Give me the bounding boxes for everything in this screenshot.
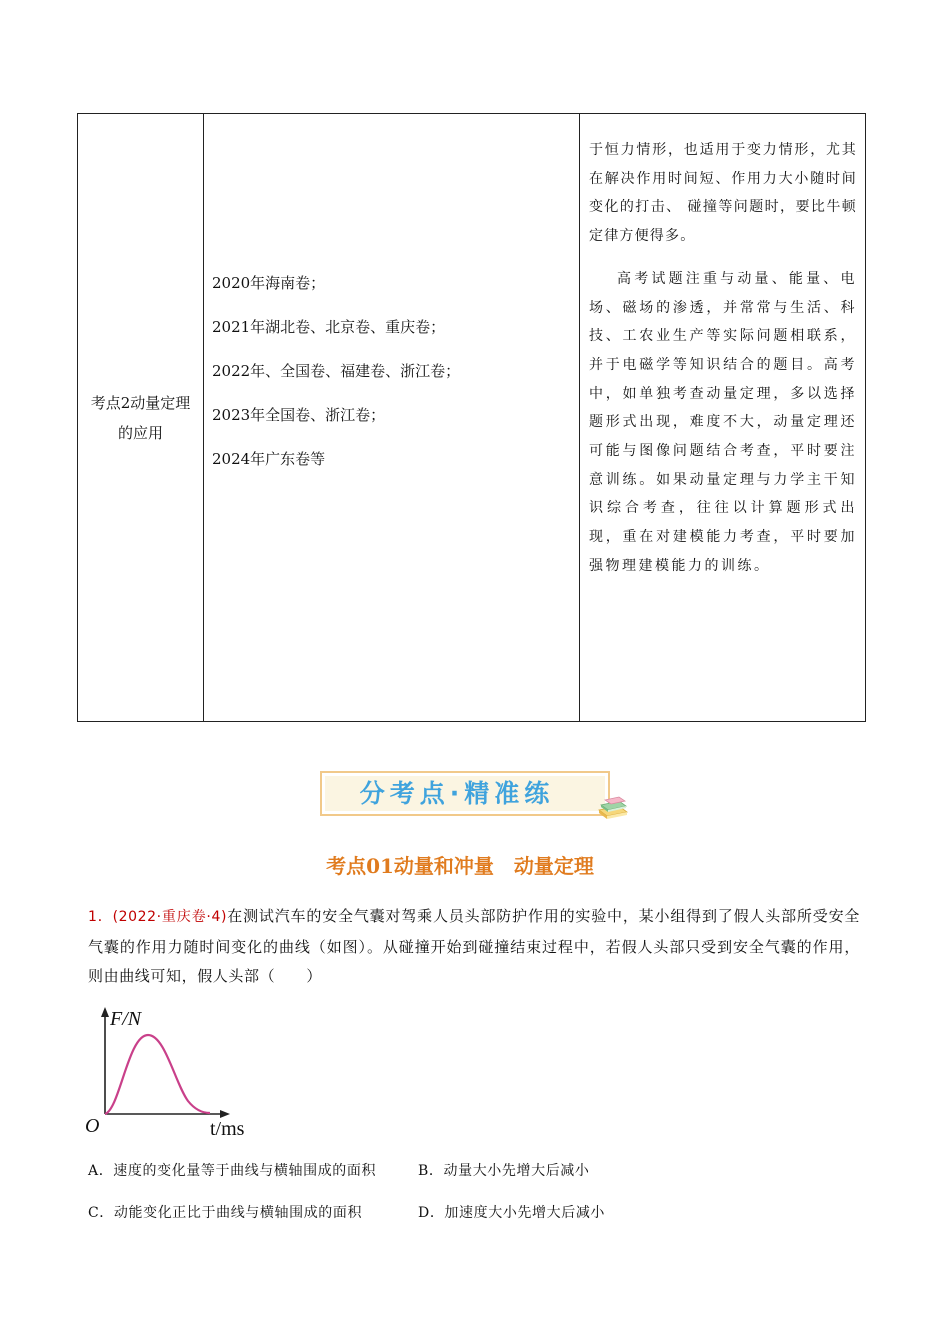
exam-point-cell [78,114,204,722]
exam-year-item: 2023年全国卷、浙江卷； [212,406,386,424]
option-d[interactable]: D．加速度大小先增大后减小 [418,1205,606,1221]
x-axis-label: t/ms [210,1118,245,1140]
exam-analysis-table [77,113,866,722]
question-text: 在测试汽车的安全气囊对驾乘人员头部防护作用的实验中，某小组得到了假人头部所受安全气囊的作用力随时间变化的曲线（如图）。从碰撞开始到碰撞结束过程中，若假人头部只受到安全气囊的作用，则由曲线可知，假人头部（ ） [88,907,861,985]
option-c[interactable]: C．动能变化正比于曲线与横轴围成的面积 [88,1205,363,1221]
question-source: (2022·重庆卷·4) [112,909,228,925]
table-row [78,114,866,722]
force-time-graph [80,1003,260,1143]
exam-analysis-cell [580,114,866,722]
force-curve [105,1035,210,1114]
question-stem [88,902,860,992]
question-number: 1． [88,909,113,925]
x-axis-arrow [220,1110,230,1118]
books-icon [597,794,629,820]
section-heading: 考点01动量和冲量 动量定理 [326,854,594,878]
banner-title: 分考点·精准练 [359,779,555,808]
option-b[interactable]: B．动量大小先增大后减小 [418,1163,590,1179]
section-banner [320,771,610,816]
analysis-paragraph: 于恒力情形，也适用于变力情形，尤其在解决作用时间短、作用力大小随时间变化的打击、 碰撞等问题时，要比牛顿定律方便得多。 [589,142,857,245]
origin-label: O [85,1115,100,1137]
y-axis-label: F/N [110,1008,142,1030]
option-a[interactable]: A．速度的变化量等于曲线与横轴围成的面积 [88,1163,377,1179]
exam-point-label: 考点2动量定理的应用 [90,393,191,442]
exam-year-item: 2021年湖北卷、北京卷、重庆卷； [212,318,446,336]
exam-year-item: 2024年广东卷等 [212,450,326,468]
y-axis-arrow [101,1007,109,1017]
exam-year-item: 2022年、全国卷、福建卷、浙江卷； [212,362,461,380]
exam-year-item: 2020年海南卷； [212,274,326,292]
analysis-paragraph: 高考试题注重与动量、能量、电场、磁场的渗透，并常常与生活、科技、工农业生产等实际问题相联系，并于电磁学等知识结合的题目。高考中，如单独考查动量定理，多以选择题形式出现，难度不大，动量定理还可能与图像问题结合考查，平时要注意训练。如果动量定理与力学主干知识综合考查，往往以计算题形式出现，重在对建模能力考查，平时要加强物理建模能力的训练。 [589,270,857,574]
exam-years-cell [204,114,580,722]
